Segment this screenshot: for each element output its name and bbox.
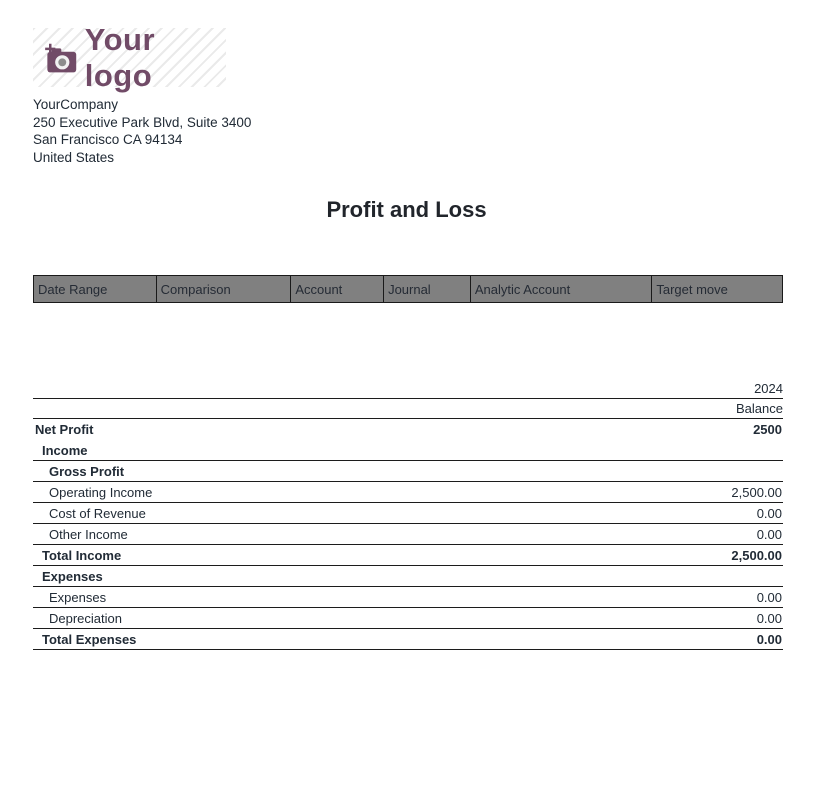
page-title: Profit and Loss: [326, 197, 487, 222]
logo-text: Your logo: [84, 21, 156, 93]
report-rows: [33, 419, 783, 650]
report-row: [33, 419, 783, 440]
report-row: [33, 461, 783, 482]
company-country: United States: [33, 149, 115, 165]
row-label: Gross Profit: [49, 464, 125, 479]
row-value: 0.00: [756, 506, 782, 521]
report-row: [33, 440, 783, 461]
company-address-block: [33, 96, 780, 166]
camera-plus-icon: [44, 41, 77, 74]
report-row: [33, 524, 783, 545]
row-label: Expenses: [42, 569, 103, 584]
report-row: [33, 629, 783, 650]
report-row: [33, 566, 783, 587]
report-row: [33, 482, 783, 503]
row-value: 2,500.00: [731, 485, 782, 500]
report-row: [33, 587, 783, 608]
row-label: Total Income: [42, 548, 122, 563]
balance-header: Balance: [736, 400, 783, 416]
period-header: 2024: [754, 380, 783, 396]
row-label: Income: [42, 443, 88, 458]
filter-header-row: [33, 275, 783, 303]
company-city: San Francisco CA 94134: [33, 132, 183, 147]
report-row: [33, 503, 783, 524]
row-label: Depreciation: [49, 611, 122, 626]
company-logo: [33, 21, 226, 93]
filter-analytic-account: Analytic Account: [471, 276, 653, 302]
filter-comparison: Comparison: [157, 276, 292, 302]
filter-date-range: Date Range: [34, 276, 157, 302]
row-label: Other Income: [49, 527, 128, 542]
company-street: 250 Executive Park Blvd, Suite 3400: [33, 114, 252, 130]
row-label: Expenses: [49, 590, 107, 605]
row-label: Cost of Revenue: [49, 506, 146, 521]
row-label: Operating Income: [49, 485, 153, 500]
profit-loss-table: [33, 379, 783, 650]
balance-header-row: [33, 399, 783, 419]
row-value: 2500: [753, 422, 782, 437]
row-value: 2,500.00: [731, 548, 782, 563]
filter-journal: Journal: [384, 276, 471, 302]
row-value: 0.00: [756, 611, 782, 626]
report-row: [33, 608, 783, 629]
row-value: 0.00: [756, 632, 782, 647]
period-header-row: [33, 379, 783, 399]
row-value: 0.00: [756, 590, 782, 605]
row-label: Total Expenses: [42, 632, 137, 647]
row-label: Net Profit: [35, 422, 94, 437]
report-row: [33, 545, 783, 566]
filter-target-move: Target move: [652, 276, 782, 302]
company-name: YourCompany: [33, 97, 119, 112]
filter-account: Account: [291, 276, 384, 302]
row-value: 0.00: [756, 527, 782, 542]
